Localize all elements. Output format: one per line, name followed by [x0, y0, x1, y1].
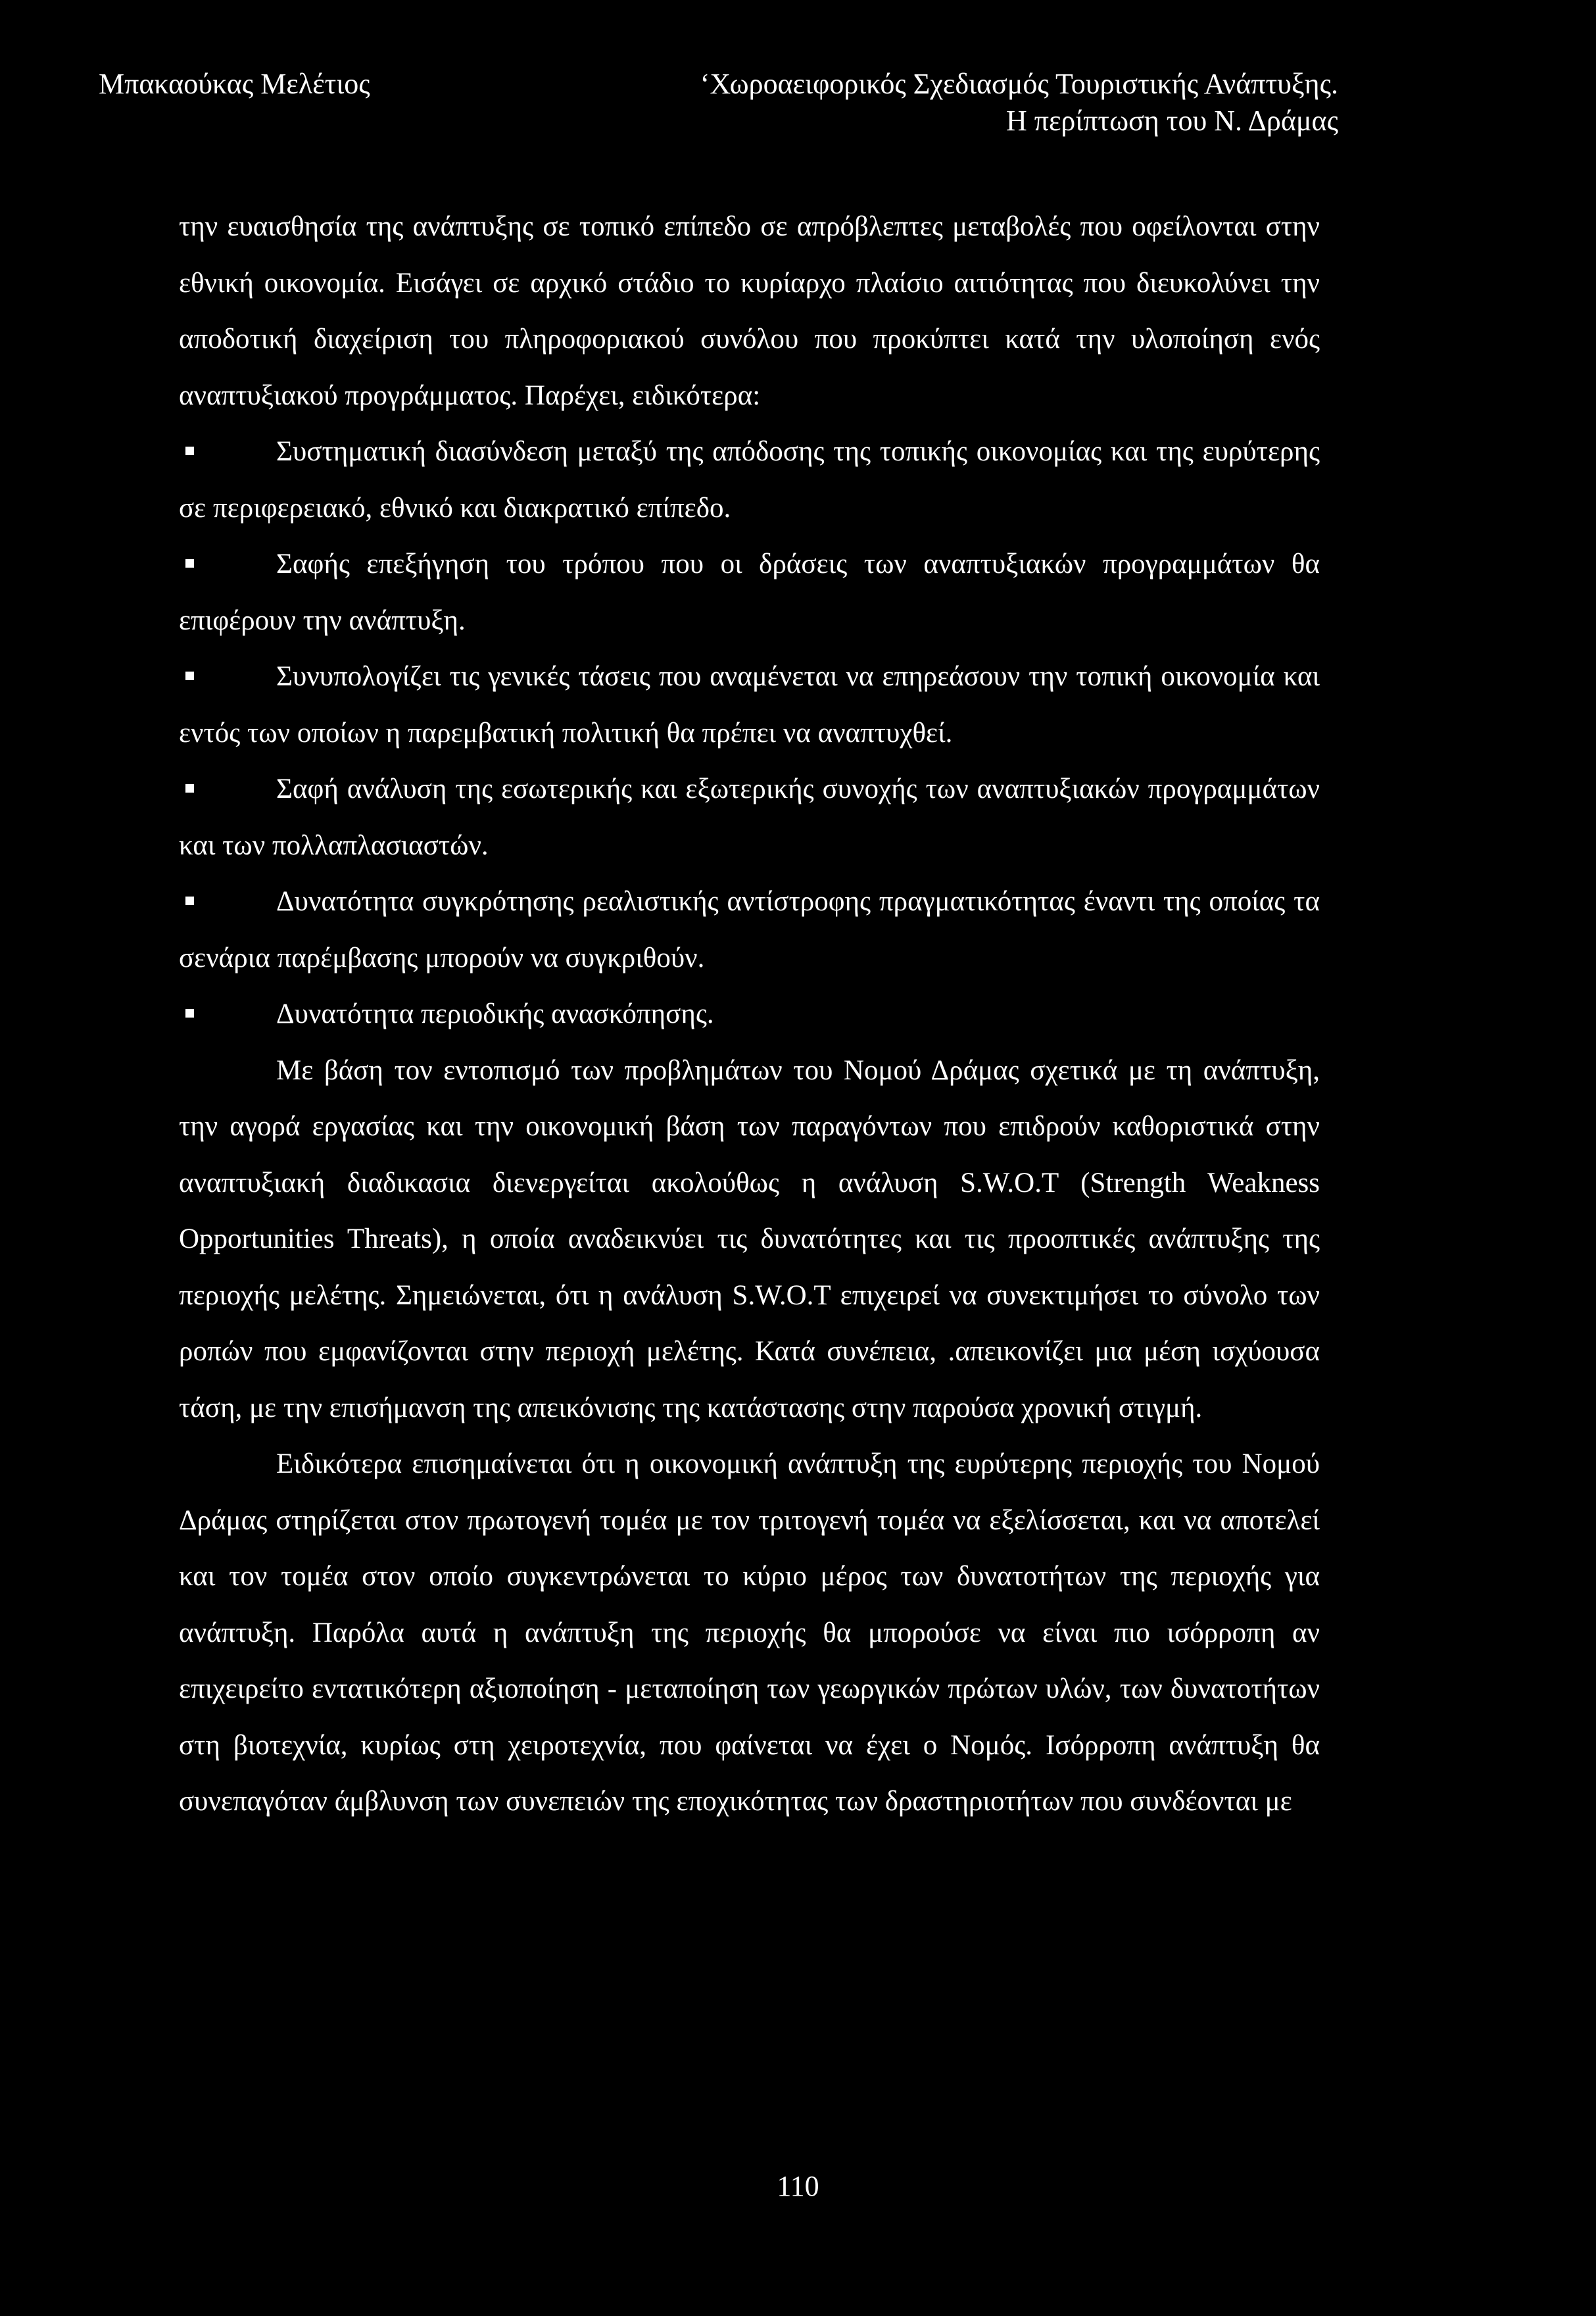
- header-author: Μπακαούκας Μελέτιος: [99, 68, 370, 100]
- page-number: 110: [777, 2170, 819, 2202]
- header-title-line-2: Η περίπτωση του Ν. Δράμας: [1005, 105, 1338, 137]
- bullet-item: [179, 761, 1320, 874]
- bullet-item: [179, 874, 1320, 986]
- paragraph-intro: την ευαισθησία της ανάπτυξης σε τοπικό επίπεδο σε απρόβλεπτες μεταβολές που οφείλονται στην εθνική οικονομία. Εισάγει σε αρχικό στάδιο το κυρίαρχο πλαίσιο αιτιότητας που διευκολύνει την αποδοτική διαχείριση του πληροφοριακού συνόλου που προκύπτει κατά την υλοποίηση ενός αναπτυξιακού προγράμματος. Παρέχει, ειδικότερα:: [179, 211, 1320, 411]
- header-title: [700, 66, 1338, 139]
- bullet-text: Συνυπολογίζει τις γενικές τάσεις που αναμένεται να επηρεάσουν την τοπική οικονομία και εντός των οποίων η παρεμβατική πολιτική θα πρέπει να αναπτυχθεί.: [179, 661, 1320, 749]
- header-title-line-1: ‘Χωροαειφορικός Σχεδιασμός Τουριστικής Ανάπτυξης.: [700, 68, 1338, 100]
- bullet-text: Σαφής επεξήγηση του τρόπου που οι δράσεις των αναπτυξιακών προγραμμάτων θα επιφέρουν την ανάπτυξη.: [179, 549, 1320, 636]
- bullet-text: Συστηματική διασύνδεση μεταξύ της απόδοσης της τοπικής οικονομίας και της ευρύτερης σε περιφερειακό, εθνικό και διακρατικό επίπεδο.: [179, 436, 1320, 524]
- paragraph-economy: Ειδικότερα επισημαίνεται ότι η οικονομική ανάπτυξη της ευρύτερης περιοχής του Νομού Δράμας στηρίζεται στον πρωτογενή τομέα με τον τριτογενή τομέα να εξελίσσεται, και να αποτελεί και τον τομέα στον οποίο συγκεντρώνεται το κύριο μέρος των δυνατοτήτων της περιοχής για ανάπτυξη. Παρόλα αυτά η ανάπτυξη της περιοχής θα μπορούσε να είναι πιο ισόρροπη αν επιχειρείτο εντατικότερη αξιοποίηση - μεταποίηση των γεωργικών πρώτων υλών, των δυνατοτήτων στη βιοτεχνία, κυρίως στη χειροτεχνία, που φαίνεται να έχει ο Νομός. Ισόρροπη ανάπτυξη θα συνεπαγόταν άμβλυνση των συνεπειών της εποχικότητας των δραστηριοτήτων που συνδέονται με: [179, 1448, 1320, 1817]
- square-bullet-icon: [185, 447, 194, 455]
- square-bullet-icon: [185, 559, 194, 568]
- body-text: [179, 199, 1320, 1830]
- bullet-text: Δυνατότητα συγκρότησης ρεαλιστικής αντίστροφης πραγματικότητας έναντι της οποίας τα σενάρια παρέμβασης μπορούν να συγκριθούν.: [179, 886, 1320, 973]
- bullet-item: [179, 649, 1320, 761]
- square-bullet-icon: [185, 897, 194, 905]
- bullet-text: Δυνατότητα περιοδικής ανασκόπησης.: [276, 998, 714, 1029]
- bullet-item: [179, 986, 1320, 1043]
- bullet-text: Σαφή ανάλυση της εσωτερικής και εξωτερικής συνοχής των αναπτυξιακών προγραμμάτων και των πολλαπλασιαστών.: [179, 774, 1320, 861]
- square-bullet-icon: [185, 784, 194, 793]
- square-bullet-icon: [185, 672, 194, 680]
- bullet-item: [179, 536, 1320, 649]
- bullet-item: [179, 424, 1320, 536]
- square-bullet-icon: [185, 1009, 194, 1018]
- paragraph-swot: Με βάση τον εντοπισμό των προβλημάτων του Νομού Δράμας σχετικά με τη ανάπτυξη, την αγορά εργασίας και την οικονομική βάση των παραγόντων που επιδρούν καθοριστικά στην αναπτυξιακή διαδικασια διενεργείται ακολούθως η ανάλυση S.W.O.T (Strength Weakness Opportunities Threats), η οποία αναδεικνύει τις δυνατότητες και τις προοπτικές ανάπτυξης της περιοχής μελέτης. Σημειώνεται, ότι η ανάλυση S.W.O.T επιχειρεί να συνεκτιμήσει το σύνολο των ροπών που εμφανίζονται στην περιοχή μελέτης. Κατά συνέπεια, .απεικονίζει μια μέση ισχύουσα τάση, με την επισήμανση της απεικόνισης της κατάστασης στην παρούσα χρονική στιγμή.: [179, 1054, 1320, 1423]
